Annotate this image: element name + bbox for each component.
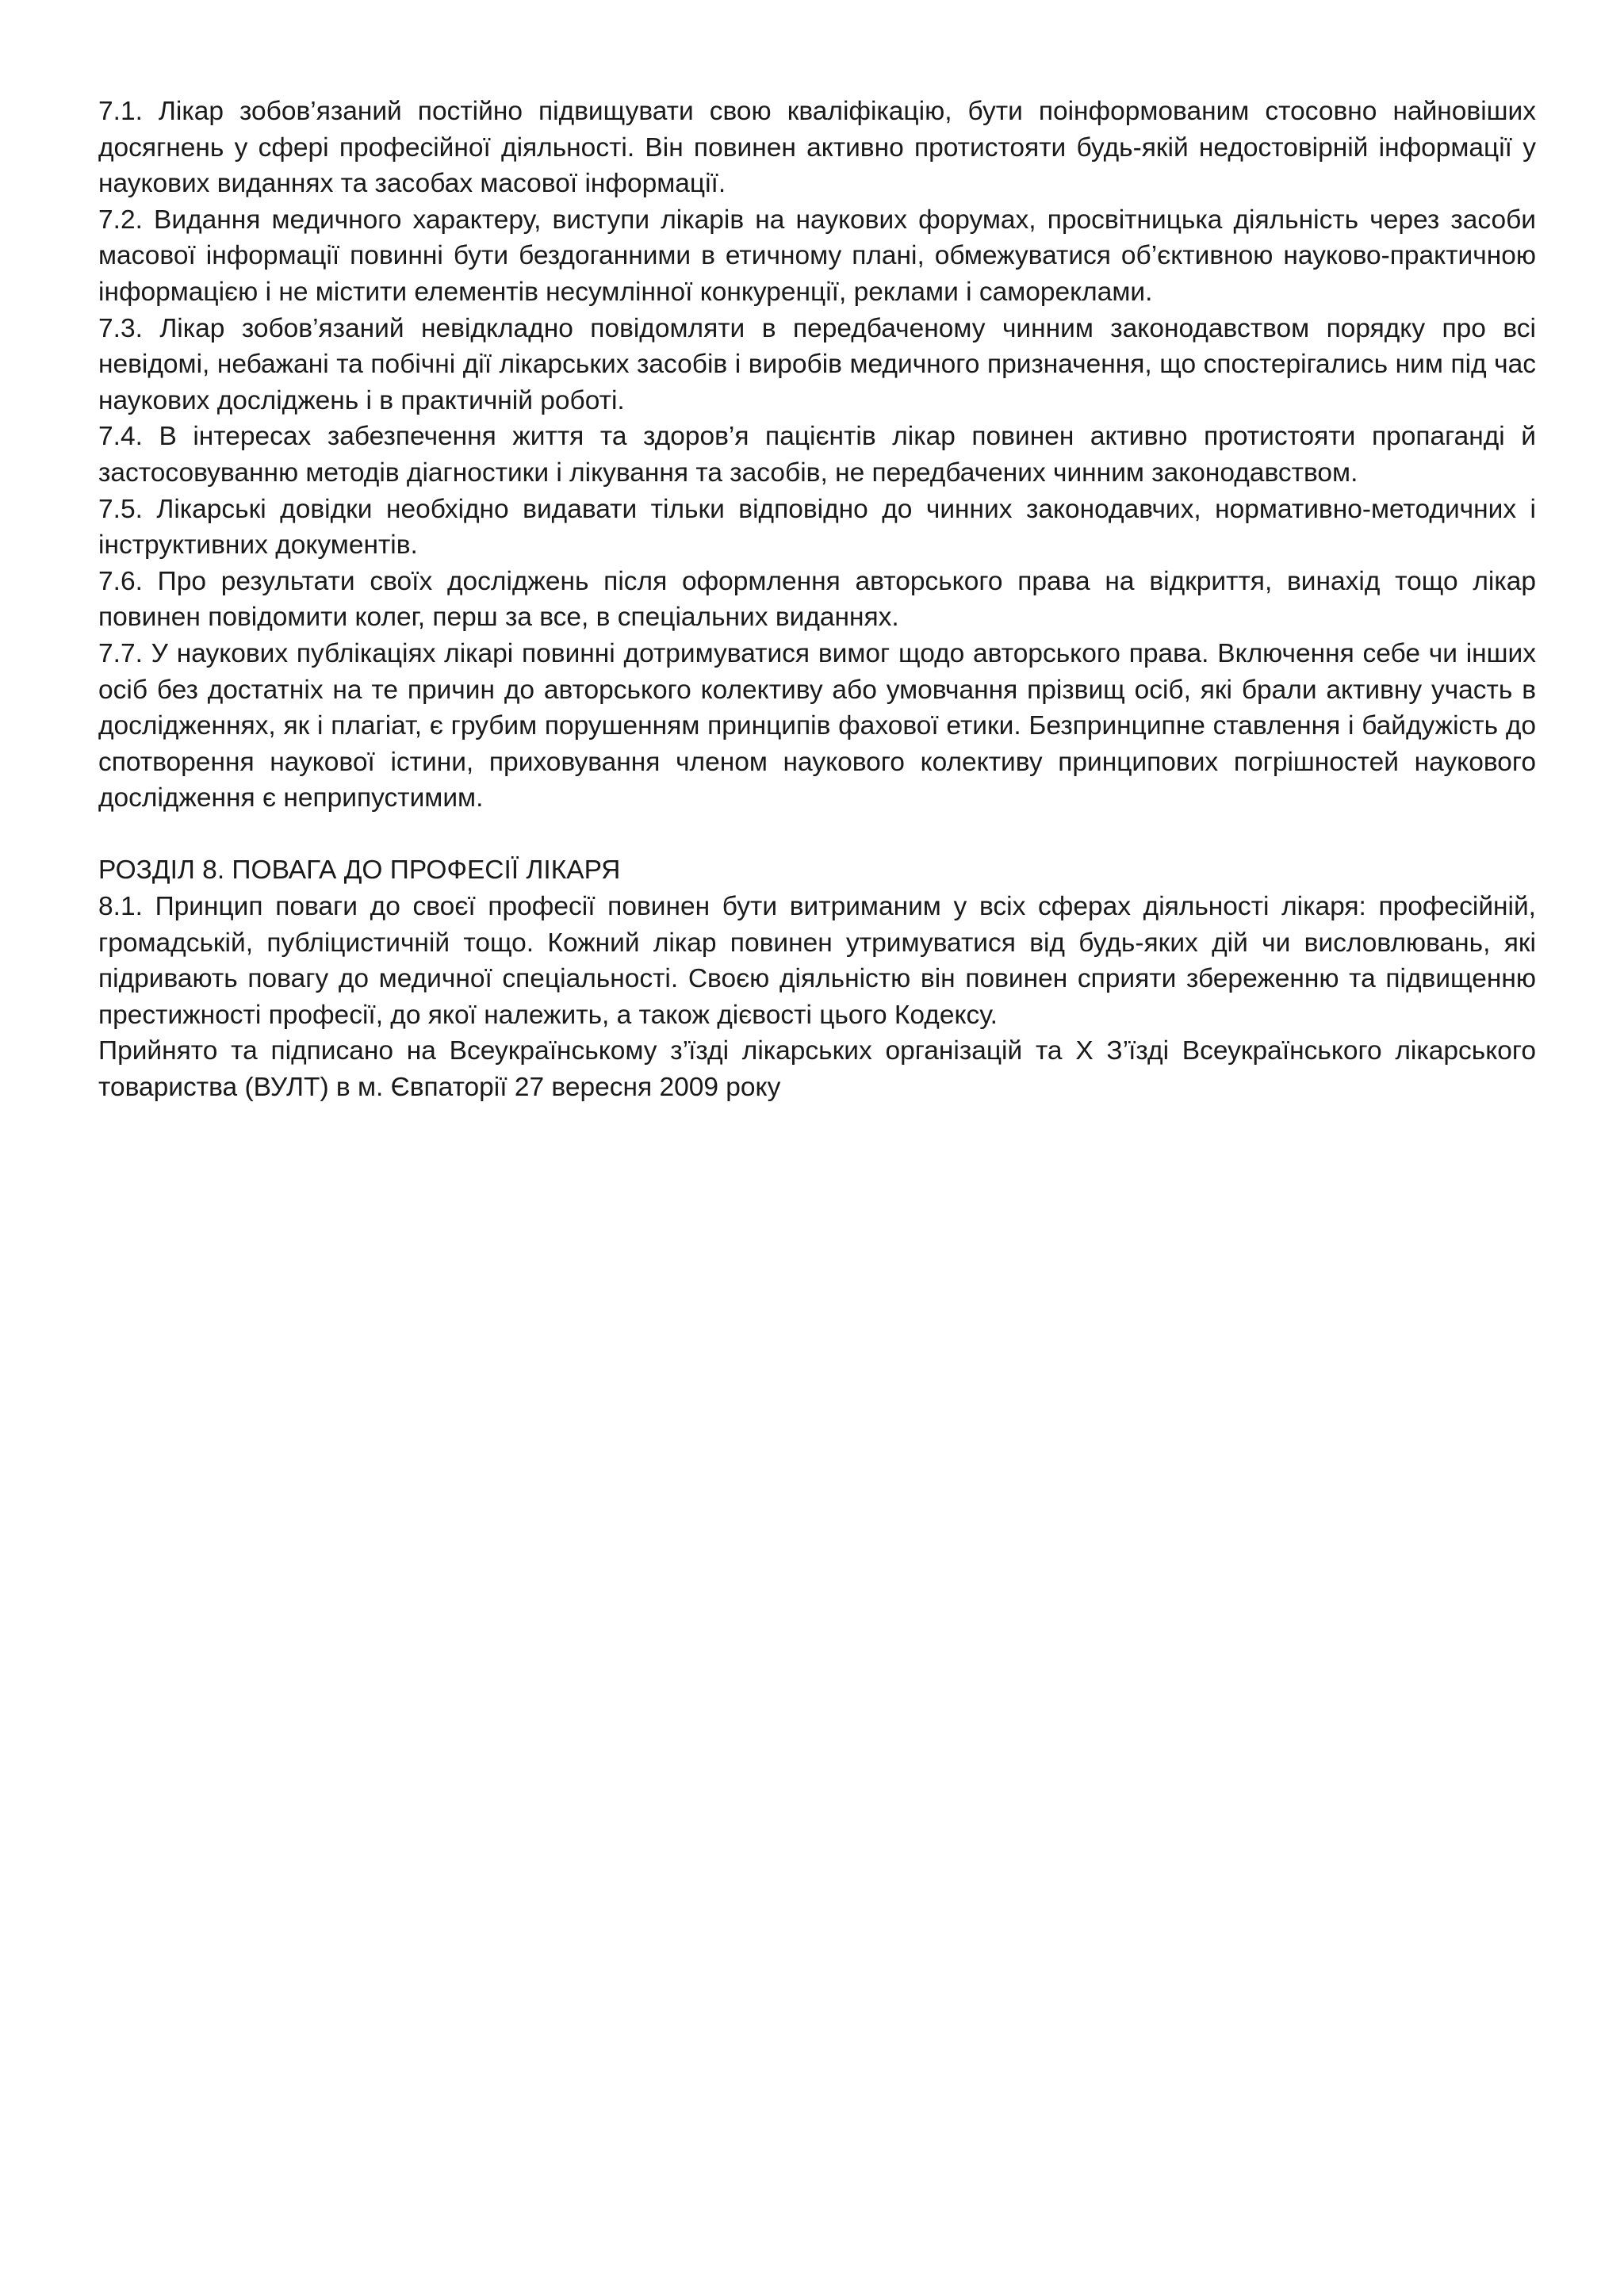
document-page — [98, 94, 1536, 1106]
paragraph-7-2: 7.2. Видання медичного характеру, виступи лікарів на наукових форумах, просвітницька діяльність через засоби масової інформації повинні бути бездоганними в етичному плані, обмежуватися об’єктивною науково-практичною інформацією і не містити елементів несумлінної конкуренції, реклами і самореклами. — [98, 205, 1536, 307]
closing-statement: Прийнято та підписано на Всеукраїнському з’їзді лікарських організацій та X З’їзді Всеукраїнського лікарського товариства (ВУЛТ) в м. Євпаторії 27 вересня 2009 року — [98, 1036, 1536, 1103]
section-8-heading: РОЗДІЛ 8. ПОВАГА ДО ПРОФЕСІЇ ЛІКАРЯ — [98, 855, 621, 886]
paragraph-7-6: 7.6. Про результати своїх досліджень після оформлення авторського права на відкриття, винахід тощо лікар повинен повідомити колег, перш за все, в спеціальних виданнях. — [98, 566, 1536, 633]
paragraph-7-4: 7.4. В інтересах забезпечення життя та здоров’я пацієнтів лікар повинен активно протистояти пропаганді й застосовуванню методів діагностики і лікування та засобів, не передбачених чинним законодавством. — [98, 422, 1536, 488]
paragraph-7-1: 7.1. Лікар зобов’язаний постійно підвищувати свою кваліфікацію, бути поінформованим стосовно найновіших досягнень у сфері професійної діяльності. Він повинен активно протистояти будь-якій недостовірній інформації у наукових виданнях та засобах масової інформації. — [98, 97, 1536, 199]
paragraph-7-3: 7.3. Лікар зобов’язаний невідкладно повідомляти в передбаченому чинним законодавством порядку про всі невідомі, небажані та побічні дії лікарських засобів і виробів медичного призначення, що спостерігались ним під час наукових досліджень і в практичній роботі. — [98, 313, 1536, 415]
paragraph-7-5: 7.5. Лікарські довідки необхідно видавати тільки відповідно до чинних законодавчих, нормативно-методичних і інструктивних документів. — [98, 494, 1536, 561]
section-spacer — [98, 817, 1536, 853]
paragraph-8-1: 8.1. Принцип поваги до своєї професії повинен бути витриманим у всіх сферах діяльності лікаря: професійній, громадській, публіцистичній тощо. Кожний лікар повинен утримуватися від будь-яких дій чи висловлювань, які підривають повагу до медичної спеціальності. Своєю діяльністю він повинен сприяти збереженню та підвищенню престижності професії, до якої належить, а також дієвості цього Кодексу. — [98, 892, 1536, 1030]
paragraph-7-7: 7.7. У наукових публікаціях лікарі повинні дотримуватися вимог щодо авторського права. Включення себе чи інших осіб без достатніх на те причин до авторського колективу або умовчання прізвищ осіб, які брали активну участь в дослідженнях, як і плагіат, є грубим порушенням принципів фахової етики. Безпринципне ставлення і байдужість до спотворення наукової істини, приховування членом наукового колективу принципових погрішностей наукового дослідження є неприпустимим. — [98, 638, 1536, 813]
